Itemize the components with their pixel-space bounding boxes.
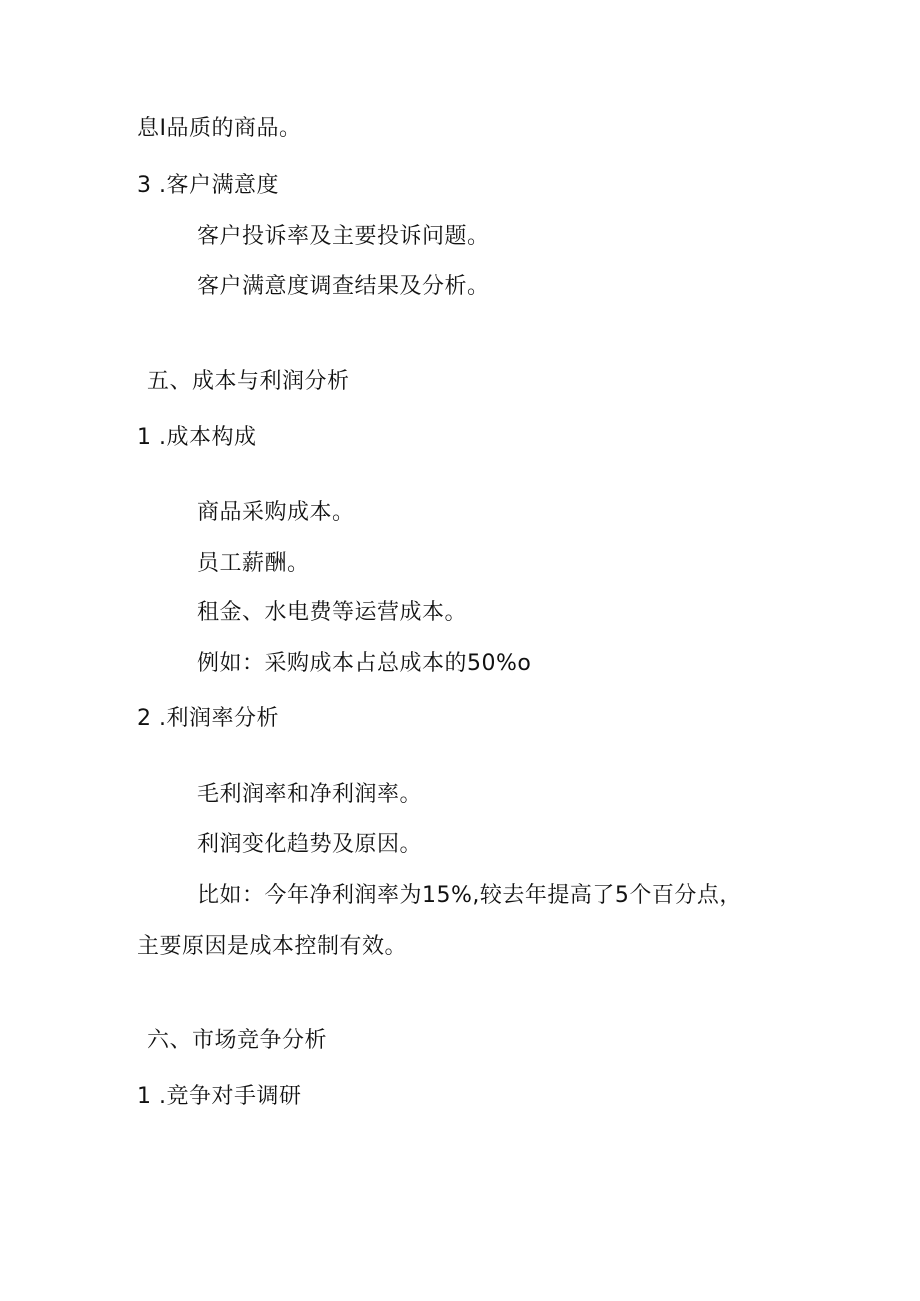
list-item: 租金、水电费等运营成本。 [197,600,468,625]
section-heading-market-competition: 六、市场竞争分析 [147,1028,328,1053]
list-item: 毛利润率和净利润率。 [197,782,423,807]
list-item: 客户投诉率及主要投诉问题。 [197,224,490,249]
subheading-profit-margin: 2 .利润率分析 [137,706,279,731]
text-line-continuation: 主要原因是成本控制有效。 [137,934,408,959]
list-item: 利润变化趋势及原因。 [197,832,423,857]
subheading-competitor-research: 1 .竞争对手调研 [137,1084,302,1109]
subheading-cost-structure: 1 .成本构成 [137,425,257,450]
list-item: 客户满意度调查结果及分析。 [197,274,490,299]
list-item: 商品采购成本。 [197,500,355,525]
list-item: 比如：今年净利润率为15%,较去年提高了5个百分点， [197,883,742,908]
section-heading-cost-profit: 五、成本与利润分析 [147,369,350,394]
text-line-continuation: 息I品质的商品。 [137,116,302,141]
list-item: 员工薪酬。 [197,551,310,576]
subheading-customer-satisfaction: 3 .客户满意度 [137,173,279,198]
list-item: 例如：采购成本占总成本的50%o [197,651,532,676]
